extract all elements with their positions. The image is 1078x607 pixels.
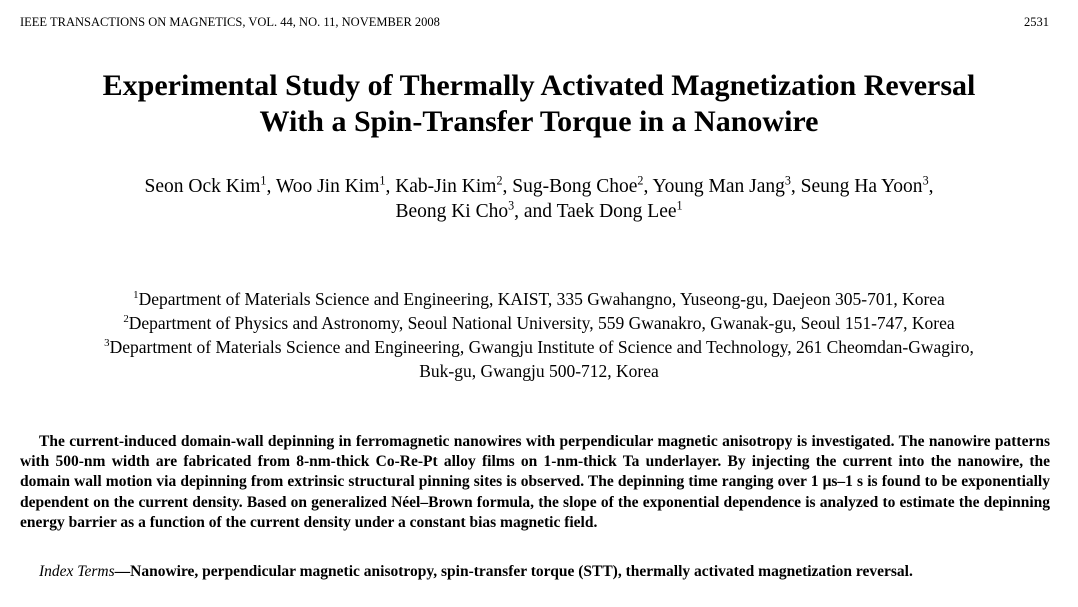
author-line-2: Beong Ki Cho$^3$, and Taek Dong Lee$^1$ (395, 198, 683, 222)
author-name: Seung Ha Yoon (800, 176, 923, 197)
author-affil-mark: 2 (637, 173, 644, 188)
author-name: Woo Jin Kim (275, 176, 380, 197)
journal-name: IEEE TRANSACTIONS ON MAGNETICS, VOL. 44, NO. 11, NOVEMBER 2008 (20, 15, 440, 29)
affiliation-1: $^1$Department of Materials Science and Engineering, KAIST, 335 Gwahangno, Yuseong-gu, Daejeon 305-701, Korea (133, 289, 945, 309)
author-affil-mark: 2 (496, 173, 503, 188)
page-number: 2531 (1024, 15, 1049, 29)
title-line-2: With a Spin-Transfer Torque in a Nanowire (259, 105, 819, 138)
author-name: Kab-Jin Kim (395, 176, 497, 197)
author-name: Young Man Jang (652, 176, 785, 197)
running-header (20, 15, 1049, 33)
author-affil-mark: 3 (784, 173, 791, 188)
index-terms: Index Terms—Nanowire, perpendicular magnetic anisotropy, spin-transfer torque (STT), thermally activated magnetization reversal. (39, 563, 913, 580)
author-list (20, 174, 1058, 224)
abstract: The current-induced domain-wall depinning in ferromagnetic nanowires with perpendicular magnetic anisotropy is investigated. The nanowire patterns with 500-nm width are fabricated from 8-nm-thick Co-Re-Pt alloy films on 1-nm-thick Ta underlayer. By injecting the current into the nanowire, the domain wall motion via depinning from extrinsic structural pinning sites is observed. The depinning time ranging over 1 μs–1 s is found to be exponentially dependent on the current density. Based on generalized Néel–Brown formula, the slope of the exponential dependence is analyzed to estimate the depinning energy barrier as a function of the current density under a constant bias magnetic field. (20, 433, 1050, 531)
author-name: Sug-Bong Choe (512, 176, 638, 197)
author-line-1: Seon Ock Kim$^1$, Woo Jin Kim$^1$, Kab-Jin Kim$^2$, Sug-Bong Choe$^2$, Young Man Jang$^3$, Seung Ha Yoon$^3$, (144, 173, 934, 197)
affiliation-list (10, 287, 1068, 383)
author-affil-mark: 3 (508, 198, 515, 213)
affiliation-2: $^2$Department of Physics and Astronomy, Seoul National University, 559 Gwanakro, Gwanak-gu, Seoul 151-747, Korea (123, 313, 955, 333)
index-terms-text: Nanowire, perpendicular magnetic anisotropy, spin-transfer torque (STT), thermally activated magnetization reversal. (130, 563, 913, 580)
author-affil-mark: 3 (922, 173, 929, 188)
author-affil-mark: 1 (260, 173, 267, 188)
author-affil-mark: 1 (676, 198, 683, 213)
affiliation-3-continued: Buk-gu, Gwangju 500-712, Korea (419, 361, 659, 381)
title-line-1: Experimental Study of Thermally Activated Magnetization Reversal (102, 69, 976, 102)
index-terms-label: Index Terms (39, 563, 115, 580)
author-name: Beong Ki Cho (395, 201, 509, 222)
author-name: Seon Ock Kim (144, 176, 261, 197)
author-name: Taek Dong Lee (556, 201, 677, 222)
author-affil-mark: 1 (379, 173, 386, 188)
affiliation-3: $^3$Department of Materials Science and Engineering, Gwangju Institute of Science and Technology, 261 Cheomdan-Gwagiro, (104, 337, 974, 357)
paper-title (0, 68, 1078, 140)
